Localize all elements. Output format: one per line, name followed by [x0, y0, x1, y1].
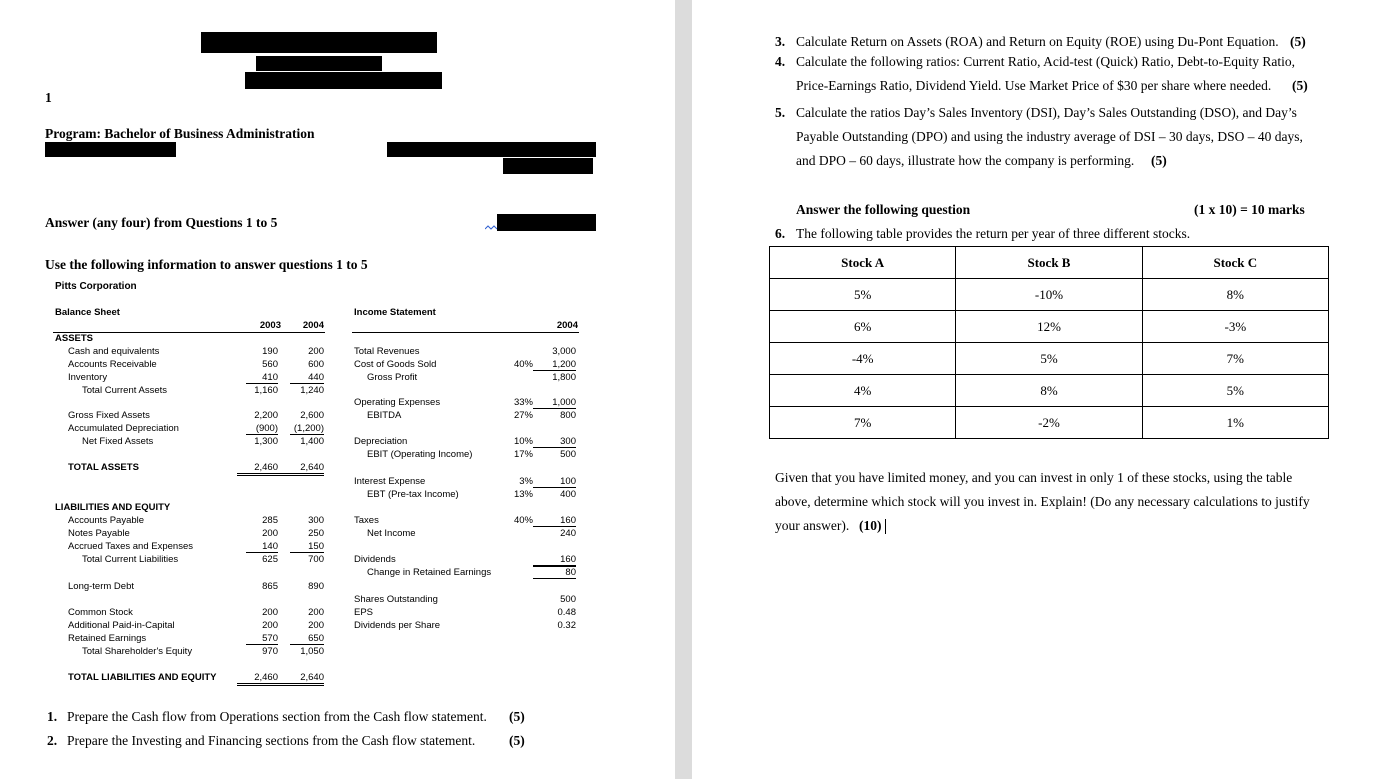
is-label: Total Revenues [354, 346, 420, 357]
table-cell: 7% [1142, 343, 1328, 375]
question-marks: (5) [1151, 153, 1167, 168]
bs-value: 2,640 [278, 462, 324, 476]
bs-value: 2,460 [237, 672, 278, 686]
column-header: Stock B [956, 247, 1142, 279]
question-text: and DPO – 60 days, illustrate how the company is performing. [796, 153, 1135, 168]
bs-value: 700 [308, 554, 324, 565]
bs-value: 560 [262, 359, 278, 370]
bs-value: 410 [246, 372, 278, 384]
is-pct: 17% [513, 449, 533, 460]
is-pct: 40% [513, 515, 533, 526]
is-label: Gross Profit [367, 372, 418, 383]
table-cell: 1% [1142, 407, 1328, 439]
is-pct: 10% [513, 436, 533, 447]
table-row [770, 407, 1329, 439]
page-gap [675, 0, 692, 779]
is-label: EPS [354, 607, 374, 618]
closing-marks-label: (10) [859, 518, 882, 533]
bs-label: Gross Fixed Assets [68, 410, 150, 421]
bs-value: 970 [262, 646, 278, 657]
question-number: 3. [775, 34, 786, 49]
table-cell: 5% [770, 279, 956, 311]
bs-value: 200 [262, 528, 278, 539]
is-label: Dividends per Share [354, 620, 441, 631]
table-cell: -2% [956, 407, 1142, 439]
is-label: Change in Retained Earnings [367, 567, 492, 578]
bs-value: 865 [262, 581, 278, 592]
bs-value: 285 [262, 515, 278, 526]
is-label: Taxes [354, 515, 379, 526]
bs-label: Total Current Liabilities [82, 554, 179, 565]
is-label: EBT (Pre-tax Income) [367, 489, 459, 500]
bs-label: Net Fixed Assets [82, 436, 154, 447]
table-header-row [770, 247, 1329, 279]
bs-label: Common Stock [68, 607, 133, 618]
bs-value: (900) [246, 423, 278, 435]
bs-value: 890 [308, 581, 324, 592]
bs-value: 1,240 [300, 385, 324, 396]
is-value: 240 [560, 528, 576, 539]
bs-value: (1,200) [290, 423, 324, 435]
bs-label: Long-term Debt [68, 581, 135, 592]
bs-value: 2,200 [254, 410, 278, 421]
table-cell: 6% [770, 311, 956, 343]
table-cell: 7% [770, 407, 956, 439]
use-info-heading: Use the following information to answer questions 1 to 5 [45, 257, 368, 272]
table-cell: -10% [956, 279, 1142, 311]
bs-value: 190 [262, 346, 278, 357]
year-2004: 2004 [556, 320, 578, 331]
page-1 [0, 0, 675, 779]
question-marks: (5) [509, 733, 525, 748]
table-cell: 5% [956, 343, 1142, 375]
question-text: Calculate the following ratios: Current Ratio, Acid-test (Quick) Ratio, Debt-to-Equity Ratio, [796, 54, 1296, 69]
question-text: Calculate the ratios Day’s Sales Inventory (DSI), Day’s Sales Outstanding (DSO), and Day’s [796, 105, 1297, 120]
year-2003: 2003 [259, 320, 281, 331]
bs-value: 2,460 [237, 462, 278, 476]
divider [352, 332, 579, 333]
bs-label: TOTAL ASSETS [68, 462, 139, 473]
bs-value: 300 [308, 515, 324, 526]
bs-label: Total Shareholder's Equity [82, 646, 193, 657]
instruction: Answer (any four) from Questions 1 to 5 [45, 215, 278, 230]
table-row [770, 375, 1329, 407]
bs-value: 2,600 [300, 410, 324, 421]
text-cursor [885, 519, 886, 534]
page-2 [692, 0, 1378, 779]
redacted-block [387, 142, 596, 157]
is-value: 500 [560, 594, 576, 605]
question-marks: (5) [509, 709, 525, 724]
bs-value: 650 [290, 633, 324, 645]
bs-value: 200 [262, 620, 278, 631]
is-value: 1,000 [533, 397, 576, 409]
is-value: 500 [560, 449, 576, 460]
section-marks: (1 x 10) = 10 marks [1194, 202, 1305, 217]
bs-value: 1,400 [300, 436, 324, 447]
balance-sheet-title: Balance Sheet [55, 307, 120, 318]
is-value: 400 [560, 489, 576, 500]
table-cell: 12% [956, 311, 1142, 343]
bs-value: 150 [290, 541, 324, 553]
bs-value: 625 [262, 554, 278, 565]
table-cell: 8% [1142, 279, 1328, 311]
is-label: Cost of Goods Sold [354, 359, 437, 370]
is-label: Net Income [367, 528, 416, 539]
income-statement-title: Income Statement [354, 307, 436, 318]
bs-value: 570 [246, 633, 278, 645]
closing-text: your answer). [775, 518, 850, 533]
question-text: Price-Earnings Ratio, Dividend Yield. Use Market Price of $30 per share where needed. [796, 78, 1272, 93]
is-label: EBIT (Operating Income) [367, 449, 473, 460]
is-value: 160 [533, 515, 576, 527]
table-row [770, 311, 1329, 343]
section-heading: Answer the following question [796, 202, 971, 217]
table-row [770, 279, 1329, 311]
stocks-table [769, 246, 1329, 439]
bs-label: Additional Paid-in-Capital [68, 620, 175, 631]
bs-label: Notes Payable [68, 528, 130, 539]
bs-value: 1,050 [300, 646, 324, 657]
table-cell: 5% [1142, 375, 1328, 407]
redacted-block [256, 56, 382, 71]
bs-value: 2,640 [278, 672, 324, 686]
is-pct: 33% [513, 397, 533, 408]
question-text: Prepare the Investing and Financing sections from the Cash flow statement. [67, 733, 476, 748]
assets-heading: ASSETS [55, 333, 94, 344]
is-pct: 3% [519, 476, 533, 487]
bs-value: 200 [262, 607, 278, 618]
question-number: 2. [47, 733, 58, 748]
bs-label: Accrued Taxes and Expenses [68, 541, 193, 552]
bs-label: Accounts Payable [68, 515, 145, 526]
table-cell: 4% [770, 375, 956, 407]
is-label: Depreciation [354, 436, 408, 447]
is-value: 300 [533, 436, 576, 448]
is-value: 0.32 [557, 620, 576, 631]
program-title: Program: Bachelor of Business Administration [45, 126, 315, 141]
bs-value: 600 [308, 359, 324, 370]
is-value: 1,200 [533, 359, 576, 371]
bs-value: 440 [290, 372, 324, 384]
question-number: 6. [775, 226, 786, 241]
redacted-block [497, 214, 596, 231]
bs-value: 1,160 [254, 385, 278, 396]
bs-label: Retained Earnings [68, 633, 147, 644]
question-text: Payable Outstanding (DPO) and using the industry average of DSI – 30 days, DSO – 40 days, [796, 129, 1303, 144]
column-header: Stock A [770, 247, 956, 279]
is-pct: 13% [513, 489, 533, 500]
is-value: 160 [533, 554, 576, 566]
bs-label: Accounts Receivable [68, 359, 157, 370]
redacted-block [45, 142, 176, 157]
bs-label: Total Current Assets [82, 385, 168, 396]
is-value: 800 [560, 410, 576, 421]
is-value: 3,000 [552, 346, 576, 357]
spellcheck-squiggle-icon [485, 224, 497, 232]
table-row [770, 343, 1329, 375]
is-label: Dividends [354, 554, 396, 565]
is-value: 100 [533, 476, 576, 488]
page-number: 1 [45, 90, 52, 105]
is-label: Operating Expenses [354, 397, 441, 408]
closing-marks[interactable] [859, 518, 886, 534]
bs-label: Inventory [68, 372, 108, 383]
closing-text: Given that you have limited money, and you can invest in only 1 of these stocks, using the table [775, 470, 1293, 485]
is-value: 80 [533, 566, 576, 579]
is-pct: 40% [513, 359, 533, 370]
table-cell: -3% [1142, 311, 1328, 343]
question-text: Prepare the Cash flow from Operations section from the Cash flow statement. [67, 709, 487, 724]
year-2004: 2004 [302, 320, 324, 331]
question-number: 5. [775, 105, 786, 120]
redacted-block [201, 32, 437, 53]
table-cell: 8% [956, 375, 1142, 407]
bs-value: 250 [308, 528, 324, 539]
is-pct: 27% [513, 410, 533, 421]
divider [53, 332, 325, 333]
company-name: Pitts Corporation [55, 281, 137, 292]
bs-value: 200 [308, 620, 324, 631]
closing-text: above, determine which stock will you invest in. Explain! (Do any necessary calculations to justify [775, 494, 1310, 509]
column-header: Stock C [1142, 247, 1328, 279]
is-label: Shares Outstanding [354, 594, 438, 605]
bs-value: 200 [308, 607, 324, 618]
question-text: Calculate Return on Assets (ROA) and Return on Equity (ROE) using Du-Pont Equation. [796, 34, 1279, 49]
redacted-block [245, 72, 442, 89]
is-label: Interest Expense [354, 476, 426, 487]
question-marks: (5) [1290, 34, 1306, 49]
question-number: 4. [775, 54, 786, 69]
bs-label: Cash and equivalents [68, 346, 160, 357]
question-text: The following table provides the return per year of three different stocks. [796, 226, 1191, 241]
bs-value: 140 [246, 541, 278, 553]
question-number: 1. [47, 709, 58, 724]
liabilities-heading: LIABILITIES AND EQUITY [55, 502, 171, 513]
bs-label: Accumulated Depreciation [68, 423, 179, 434]
is-value: 0.48 [557, 607, 576, 618]
bs-value: 1,300 [254, 436, 278, 447]
redacted-block [503, 158, 593, 174]
is-label: EBITDA [367, 410, 402, 421]
table-cell: -4% [770, 343, 956, 375]
bs-label: TOTAL LIABILITIES AND EQUITY [68, 672, 217, 683]
is-value: 1,800 [552, 372, 576, 383]
bs-value: 200 [308, 346, 324, 357]
question-marks: (5) [1292, 78, 1308, 93]
